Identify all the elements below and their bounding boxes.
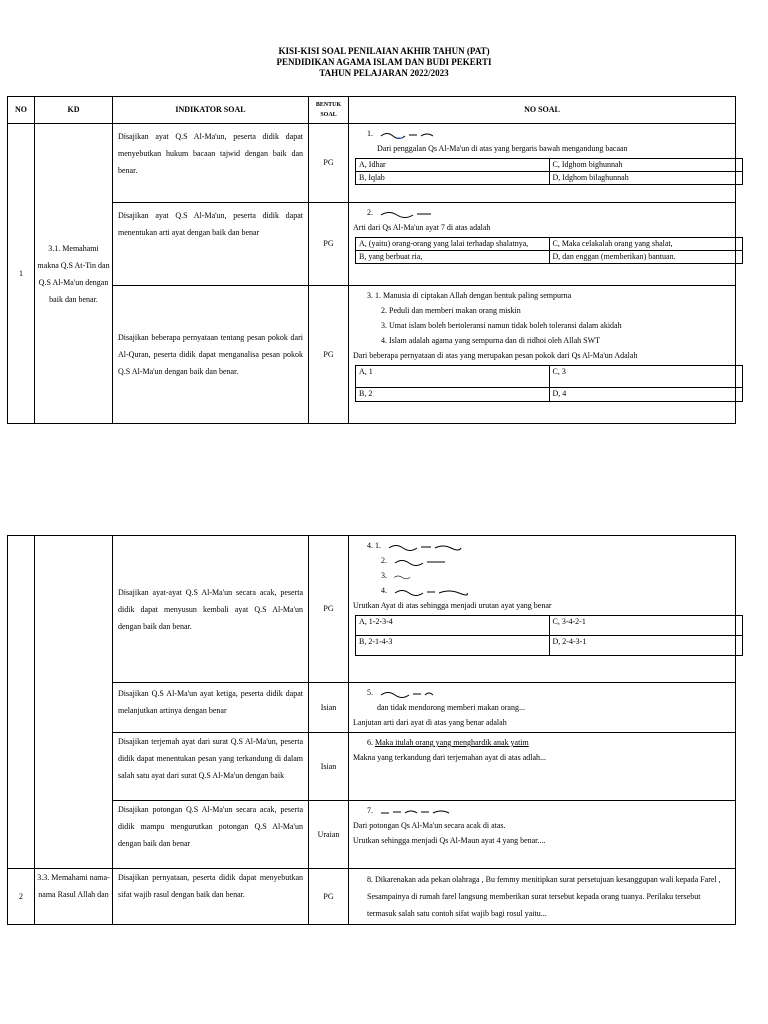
q4-line-3-label: 3. <box>381 571 387 580</box>
kd-3-3: 3.3. Memahami nama-nama Rasul Allah dan <box>35 869 113 925</box>
arabic-verse-image <box>379 209 435 218</box>
soal-q8: 8. Dikarenakan ada pekan olahraga , Bu femmy menitipkan surat persetujuan kesanggupan wali kepada Farel , Sesampainya di rumah farel langsung memberikan surat tersebut kepada orang tuanya. Perilaku tersebut termasuk salah satu contoh sifat wajib bagi rosul yaitu... <box>349 869 736 925</box>
q2-options <box>355 237 743 264</box>
indikator-q3: Disajikan beberapa pernyataan tentang pesan pokok dari Al-Quran, peserta didik dapat menganalisa pesan pokok Q.S Al-Ma'un dengan baik dan benar. <box>113 286 309 424</box>
indikator-q1: Disajikan ayat Q.S Al-Ma'un, peserta didik dapat menyebutkan hukum bacaan tajwid dengan baik dan benar. <box>113 124 309 203</box>
header-line-1: KISI-KISI SOAL PENILAIAN AKHIR TAHUN (PAT) <box>278 46 490 56</box>
soal-q3 <box>349 286 736 424</box>
col-kd: KD <box>35 97 113 124</box>
row-number-1: 1 <box>8 124 35 424</box>
bentuk-q6: Isian <box>309 733 349 801</box>
option-c: C, Idghom bighunnah <box>549 159 743 172</box>
arabic-verse-image <box>393 572 425 581</box>
arabic-verse-image <box>393 587 469 596</box>
option-c: C, 3-4-2-1 <box>549 616 743 636</box>
q1-number: 1. <box>367 129 373 138</box>
row-number-2: 2 <box>8 869 35 925</box>
kd-3-1: 3.1. Memahami makna Q.S At-Tin dan Q.S Al-Ma'un dengan baik dan benar. <box>35 124 113 424</box>
indikator-q5: Disajikan Q.S Al-Ma'un ayat ketiga, peserta didik dapat melanjutkan artinya dengan benar <box>113 683 309 733</box>
q3-statement-2: 2. Peduli dan memberi makan orang miskin <box>381 306 521 315</box>
option-a: A, 1 <box>356 366 550 388</box>
q7-prompt-1: Dari potongan Qs Al-Ma'un secara acak di atas. <box>353 821 506 830</box>
arabic-verse-image <box>379 807 455 816</box>
soal-q1 <box>349 124 736 203</box>
q4-line-2-label: 2. <box>381 556 387 565</box>
soal-q6 <box>349 733 736 801</box>
q3-statement-1: 3. 1. Manusia di ciptakan Allah dengan bentuk paling sempurna <box>367 291 572 300</box>
option-d: D, dan enggan (memberikan) bantuan. <box>549 251 743 264</box>
indikator-q6: Disajikan terjemah ayat dari surat Q.S Al-Ma'un, peserta didik dapat menentukan pesan yang terkandung di dalam salah satu ayat dari surat Q.S Al-Ma'un dengan baik <box>113 733 309 801</box>
row-number-1-cont <box>8 536 35 869</box>
col-indikator: INDIKATOR SOAL <box>113 97 309 124</box>
q5-line: dan tidak mendorong memberi makan orang... <box>377 703 525 712</box>
option-a: A, Idhar <box>356 159 550 172</box>
indikator-q4: Disajikan ayat-ayat Q.S Al-Ma'un secara acak, peserta didik dapat menyusun kembali ayat Q.S Al-Ma'un dengan baik dan benar. <box>113 536 309 683</box>
q1-options <box>355 158 743 185</box>
option-d: D, Idghom bilaghunnah <box>549 172 743 185</box>
q3-statement-3: 3. Umat islam boleh bertoleransi namun tidak boleh toleransi dalam akidah <box>381 321 622 330</box>
soal-q7 <box>349 801 736 869</box>
option-c: C, 3 <box>549 366 743 388</box>
q6-prompt: Makna yang terkandung dari terjemahan ayat di atas adlah... <box>353 753 547 762</box>
q2-number: 2. <box>367 208 373 217</box>
document-header <box>0 46 768 79</box>
indikator-q2: Disajikan ayat Q.S Al-Ma'un, peserta didik dapat menentukan arti ayat dengan baik dan benar <box>113 203 309 286</box>
q6-number: 6. <box>367 738 373 747</box>
bentuk-q3: PG <box>309 286 349 424</box>
q7-number: 7. <box>367 806 373 815</box>
arabic-verse-image <box>387 542 463 551</box>
bentuk-q5: Isian <box>309 683 349 733</box>
q4-line-1-label: 1. <box>375 541 381 550</box>
bentuk-q4: PG <box>309 536 349 683</box>
col-bentuk-soal: BENTUK SOAL <box>309 97 349 124</box>
header-line-3: TAHUN PELAJARAN 2022/2023 <box>319 68 449 78</box>
soal-q4 <box>349 536 736 683</box>
q4-number: 4. <box>367 541 373 550</box>
col-no: NO <box>8 97 35 124</box>
q6-quote: Maka itulah orang yang menghardik anak yatim <box>375 738 529 747</box>
arabic-verse-image <box>393 557 449 566</box>
q5-prompt: Lanjutan arti dari ayat di atas yang benar adalah <box>353 718 507 727</box>
arabic-verse-image <box>379 689 435 698</box>
q5-number: 5. <box>367 688 373 697</box>
option-a: A, 1-2-3-4 <box>356 616 550 636</box>
soal-q2 <box>349 203 736 286</box>
bentuk-q2: PG <box>309 203 349 286</box>
option-d: D, 2-4-3-1 <box>549 636 743 656</box>
q3-options <box>355 365 743 402</box>
header-line-2: PENDIDIKAN AGAMA ISLAM DAN BUDI PEKERTI <box>276 57 492 67</box>
option-b: B, Iqlab <box>356 172 550 185</box>
col-no-soal: NO SOAL <box>349 97 736 124</box>
q3-statement-4: 4. Islam adalah agama yang sempurna dan di ridhoi oleh Allah SWT <box>381 336 601 345</box>
q7-prompt-2: Urutkan sehingga menjadi Qs Al-Maun ayat 4 yang benar.... <box>353 836 546 845</box>
bentuk-q1: PG <box>309 124 349 203</box>
q4-line-4-label: 4. <box>381 586 387 595</box>
soal-q5 <box>349 683 736 733</box>
q4-prompt: Urutkan Ayat di atas sehingga menjadi urutan ayat yang benar <box>353 601 552 610</box>
kisi-kisi-table-page-2 <box>7 535 736 925</box>
option-c: C, Maka celakalah orang yang shalat, <box>549 238 743 251</box>
bentuk-q8: PG <box>309 869 349 925</box>
option-b: B, 2-1-4-3 <box>356 636 550 656</box>
kd-3-1-cont <box>35 536 113 869</box>
q1-prompt: Dari penggalan Qs Al-Ma'un di atas yang bergaris bawah mengandung bacaan <box>377 144 628 153</box>
option-d: D, 4 <box>549 388 743 402</box>
option-b: B, 2 <box>356 388 550 402</box>
option-b: B, yang berbuat ria, <box>356 251 550 264</box>
q2-prompt: Arti dari Qs Al-Ma'un ayat 7 di atas adalah <box>353 223 491 232</box>
q3-prompt: Dari beberapa pernyataan di atas yang merupakan pesan pokok dari Qs Al-Ma'un Adalah <box>353 351 638 360</box>
option-a: A, (yaitu) orang-orang yang lalai terhadap shalatnya, <box>356 238 550 251</box>
kisi-kisi-table-page-1 <box>7 96 736 424</box>
arabic-verse-image <box>379 130 435 139</box>
q4-options <box>355 615 743 656</box>
indikator-q7: Disajikan potongan Q.S Al-Ma'un secara acak, peserta didik mampu mengurutkan potongan Q.S Al-Ma'un dengan baik dan benar <box>113 801 309 869</box>
bentuk-q7: Uraian <box>309 801 349 869</box>
indikator-q8: Disajikan pernyataan, peserta didik dapat menyebutkan sifat wajib rasul dengan baik dan benar. <box>113 869 309 925</box>
